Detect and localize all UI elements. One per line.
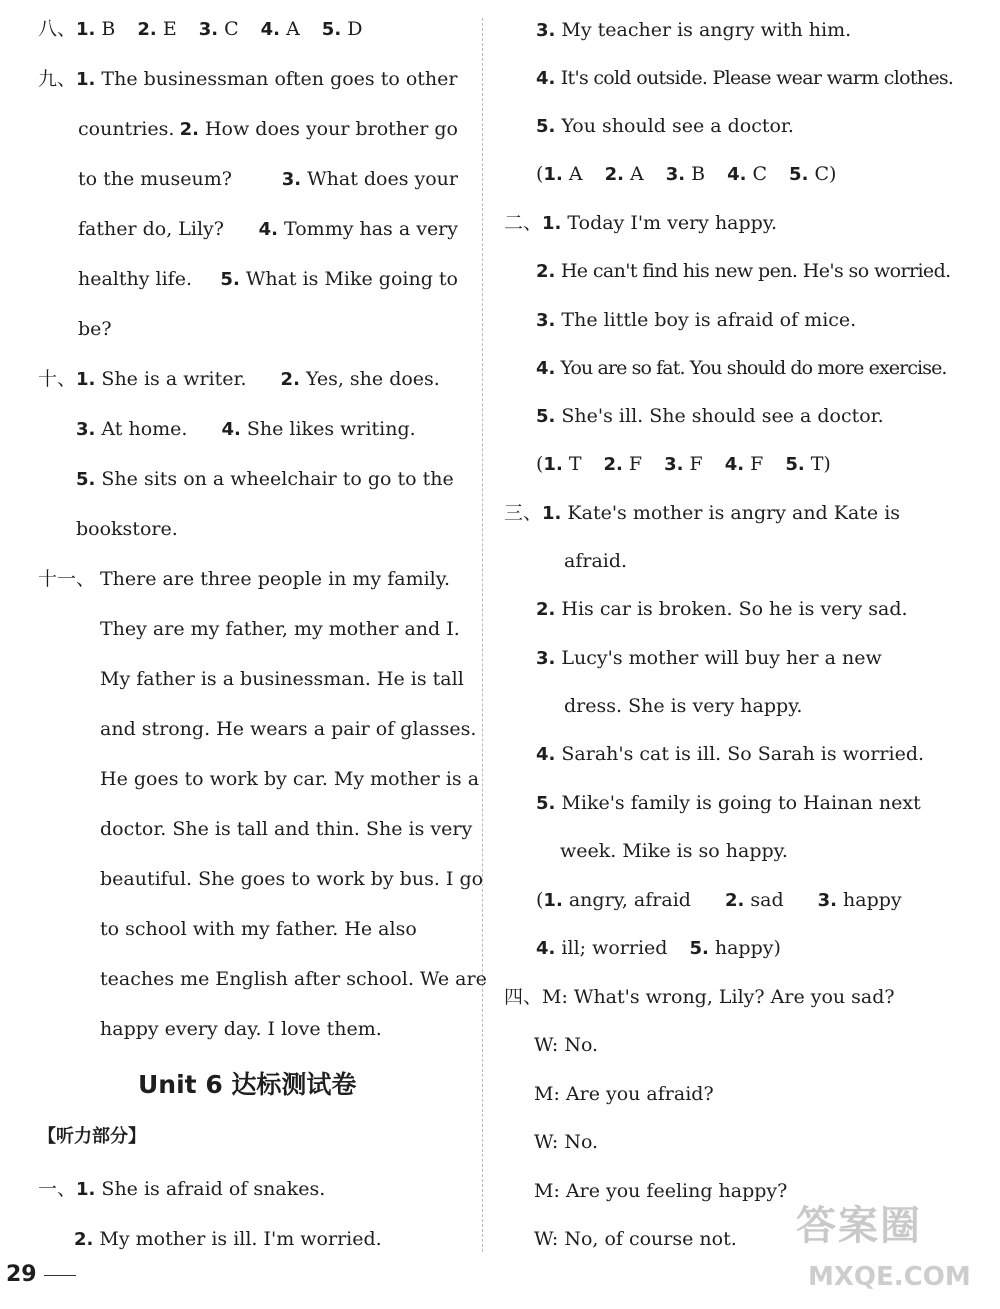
section-9-label: 九、: [38, 68, 77, 90]
essay-line: and strong. He wears a pair of glasses.: [100, 718, 477, 740]
section-3-answers-1: (1. angry, afraid 2. sad 3. happy: [536, 889, 902, 911]
section-1-line-3: 3. My teacher is angry with him.: [536, 19, 852, 41]
section-3-line-5: 5. Mike's family is going to Hainan next: [536, 792, 921, 814]
section-3-line-3b: dress. She is very happy.: [564, 695, 803, 717]
section-3-label: 三、: [504, 502, 543, 524]
essay-line: My father is a businessman. He is tall: [100, 668, 464, 690]
dialogue-line: M: Are you feeling happy?: [534, 1180, 788, 1202]
section-2-answers: (1. T 2. F 3. F 4. F 5. T): [536, 453, 831, 475]
section-3-line-3: 3. Lucy's mother will buy her a new: [536, 647, 882, 669]
section-1-answers: (1. A 2. A 3. B 4. C 5. C): [536, 163, 837, 185]
page-number: 29: [6, 1262, 37, 1287]
unit-title: Unit 6 达标测试卷: [138, 1070, 357, 1099]
essay-line: doctor. She is tall and thin. She is very: [100, 818, 473, 840]
section-8-label: 八、: [38, 18, 77, 40]
section-10-label: 十、: [38, 368, 77, 390]
page-number-dash: [44, 1275, 76, 1276]
section-1-line-2: 2. My mother is ill. I'm worried.: [74, 1228, 382, 1250]
section-9-line-1: 九、1. The businessman often goes to other: [38, 68, 458, 90]
section-3-line-1: 三、1. Kate's mother is angry and Kate is: [504, 502, 901, 524]
section-9-line-4: father do, Lily? 4. Tommy has a very: [78, 218, 458, 240]
section-2-line-4: 4. You are so fat. You should do more exercise.: [536, 357, 947, 379]
section-8-answers: 八、1. B 2. E 3. C 4. A 5. D: [38, 18, 363, 40]
section-2-line-2: 2. He can't find his new pen. He's so worried.: [536, 260, 951, 282]
section-3-line-2: 2. His car is broken. So he is very sad.: [536, 598, 908, 620]
section-3-line-5b: week. Mike is so happy.: [560, 840, 788, 862]
listening-section-header: 【听力部分】: [38, 1126, 146, 1147]
essay-line: There are three people in my family.: [100, 568, 450, 590]
section-2-line-3: 3. The little boy is afraid of mice.: [536, 309, 857, 331]
section-9-line-5: healthy life. 5. What is Mike going to: [78, 268, 458, 290]
essay-line: happy every day. I love them.: [100, 1018, 382, 1040]
dialogue-line: W: No, of course not.: [534, 1228, 737, 1250]
section-3-answers-2: 4. ill; worried 5. happy): [536, 937, 781, 959]
watermark-text: 答案圈: [796, 1203, 922, 1249]
section-2-label: 二、: [504, 212, 543, 234]
section-10-line-1: 十、1. She is a writer. 2. Yes, she does.: [38, 368, 440, 390]
section-3-line-4: 4. Sarah's cat is ill. So Sarah is worried.: [536, 743, 925, 765]
dialogue-line: M: Are you afraid?: [534, 1083, 714, 1105]
essay-line: to school with my father. He also: [100, 918, 417, 940]
section-3-line-1b: afraid.: [564, 550, 628, 572]
section-11-label: 十一、: [38, 568, 96, 590]
section-1-line-4: 4. It's cold outside. Please wear warm clothes.: [536, 67, 954, 89]
essay-line: They are my father, my mother and I.: [100, 618, 460, 640]
essay-line: He goes to work by car. My mother is a: [100, 768, 480, 790]
section-9-line-6: be?: [78, 318, 112, 340]
section-1-label: 一、: [38, 1178, 77, 1200]
column-divider: [482, 18, 483, 1252]
essay-line: beautiful. She goes to work by bus. I go: [100, 868, 484, 890]
section-9-line-2: countries. 2. How does your brother go: [78, 118, 458, 140]
section-1-line-1: 一、1. She is afraid of snakes.: [38, 1178, 326, 1200]
watermark-url: MXQE.COM: [808, 1262, 971, 1292]
dialogue-line: W: No.: [534, 1131, 599, 1153]
section-4-line-1: 四、M: What's wrong, Lily? Are you sad?: [504, 986, 895, 1008]
section-2-line-5: 5. She's ill. She should see a doctor.: [536, 405, 884, 427]
dialogue-line: W: No.: [534, 1034, 599, 1056]
section-4-label: 四、: [504, 986, 543, 1008]
section-9-line-3: to the museum? 3. What does your: [78, 168, 458, 190]
section-10-line-3: 5. She sits on a wheelchair to go to the: [76, 468, 454, 490]
section-10-line-2: 3. At home. 4. She likes writing.: [76, 418, 416, 440]
watermark-logo: [796, 1198, 992, 1302]
essay-line: teaches me English after school. We are: [100, 968, 487, 990]
section-10-line-4: bookstore.: [76, 518, 178, 540]
section-1-line-5: 5. You should see a doctor.: [536, 115, 794, 137]
section-2-line-1: 二、1. Today I'm very happy.: [504, 212, 778, 234]
